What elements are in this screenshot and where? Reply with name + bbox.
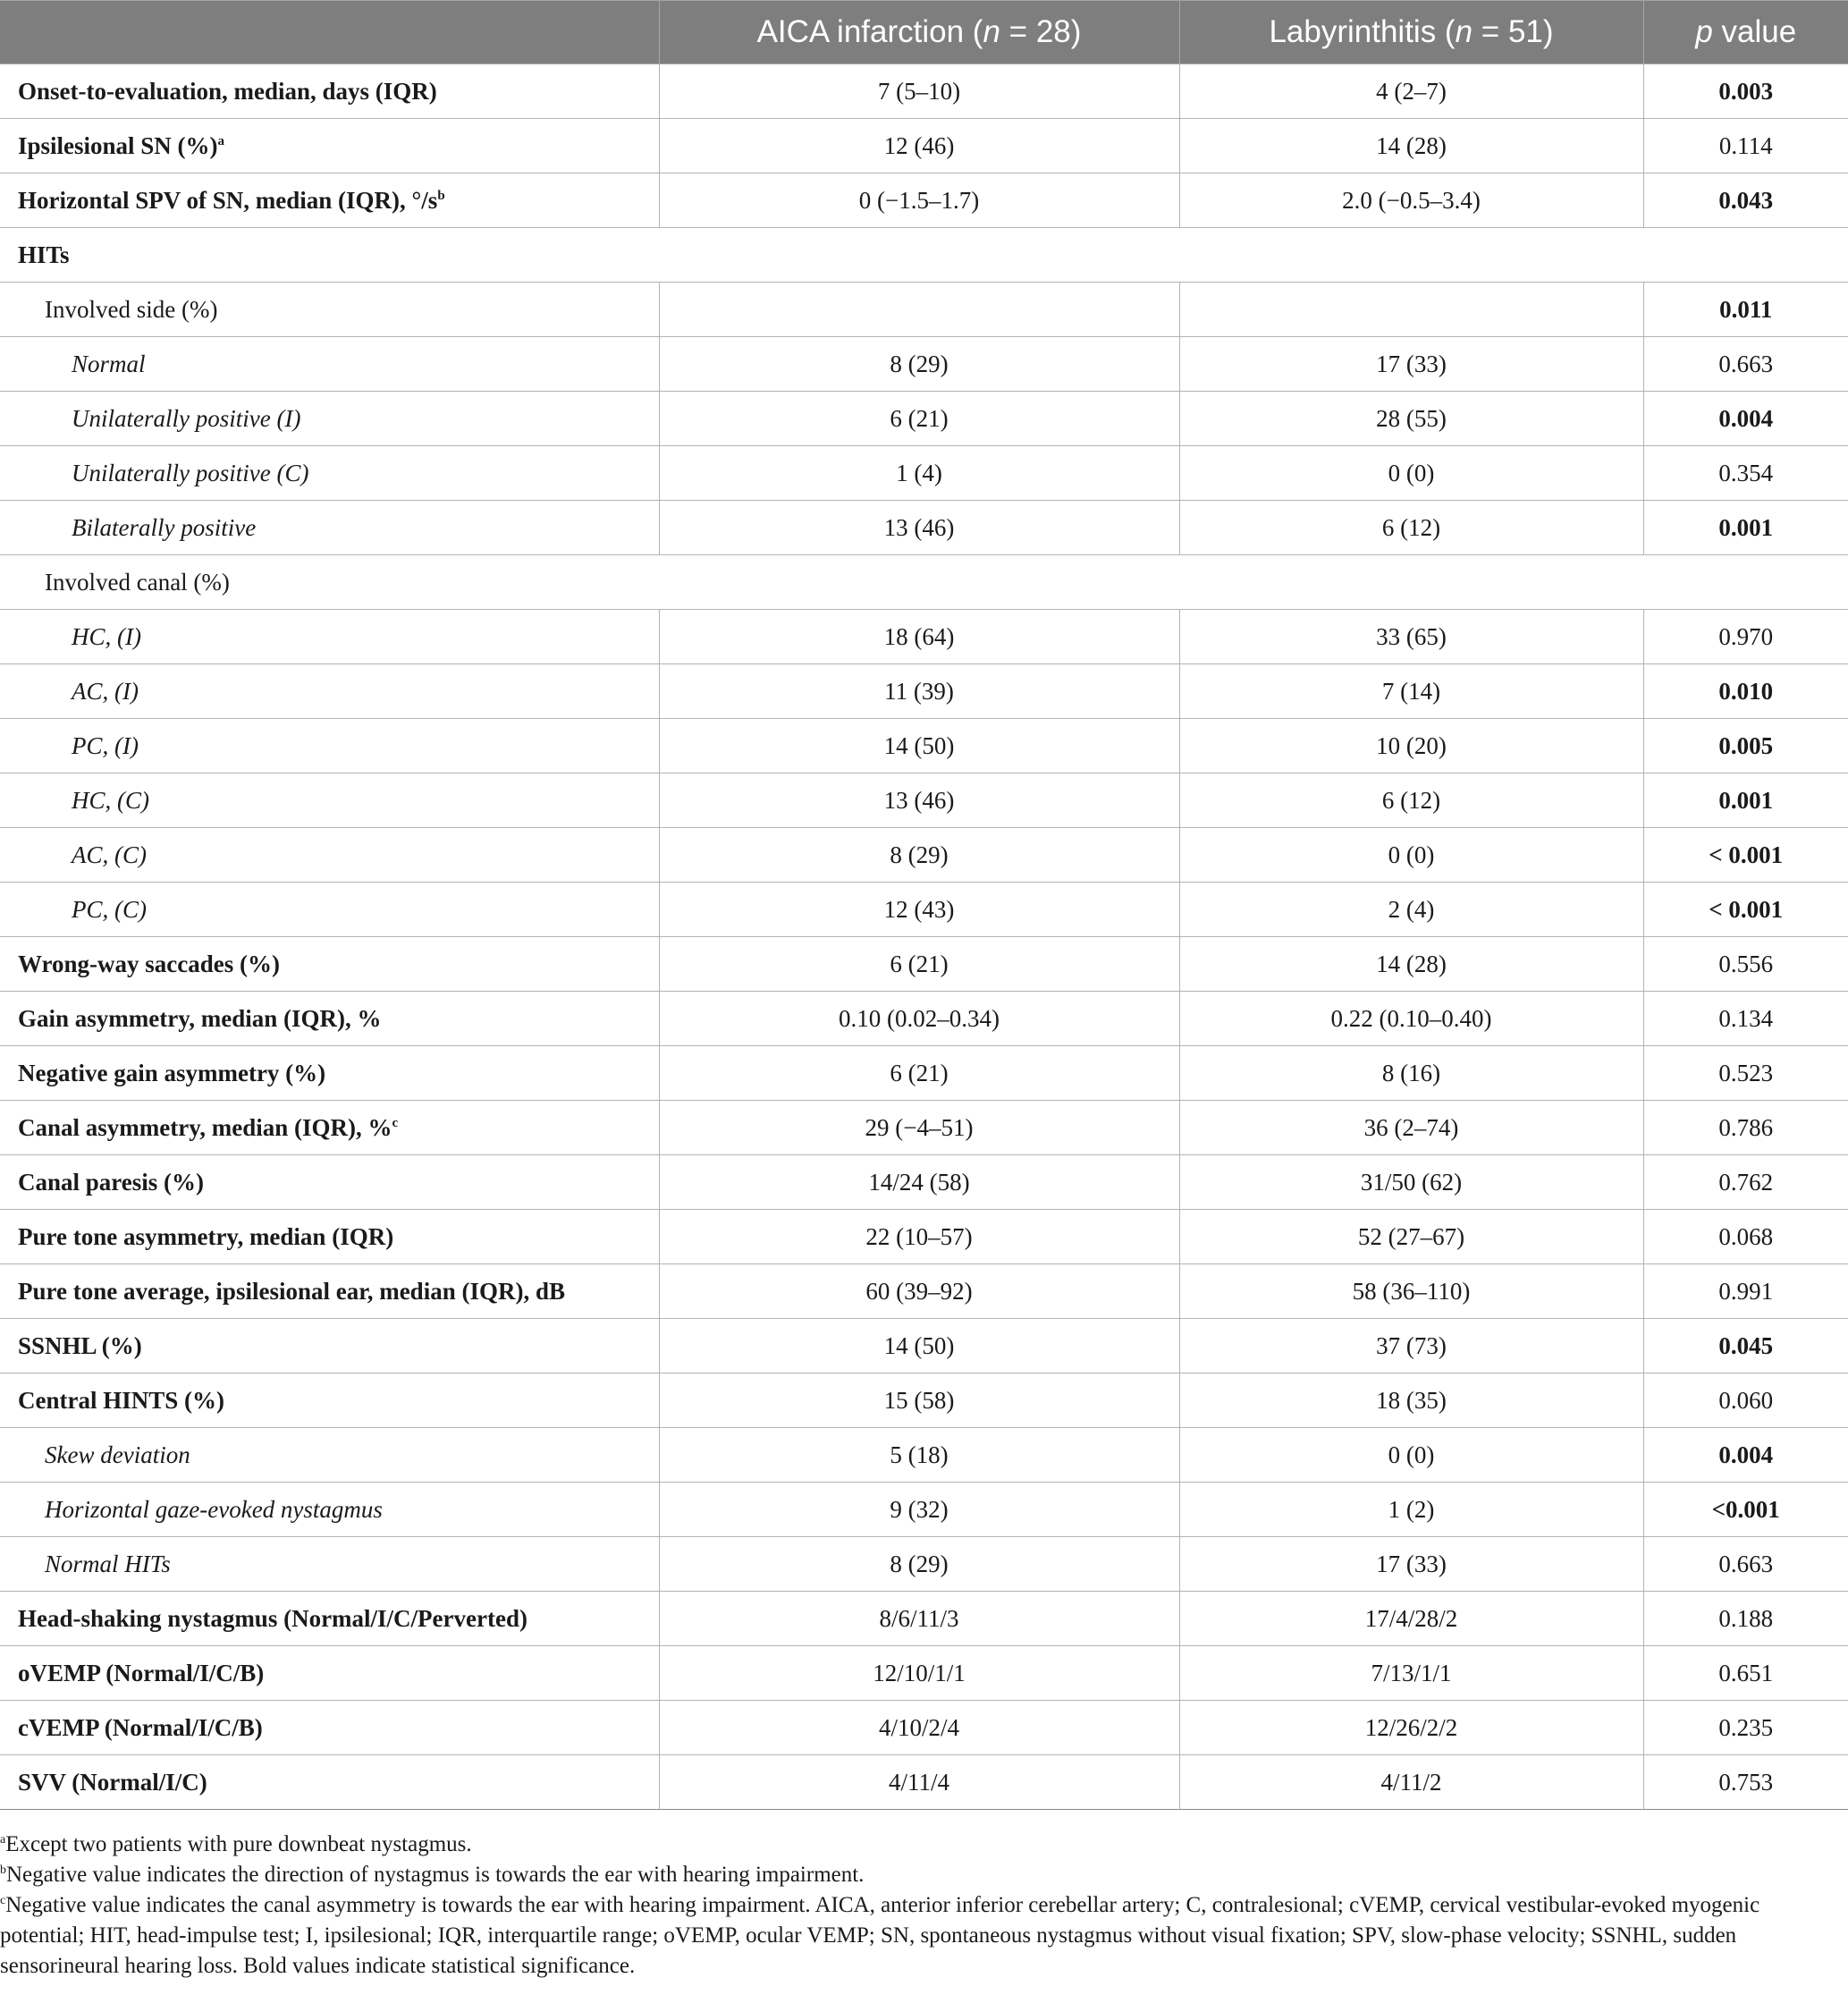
p-value: 0.001 — [1643, 773, 1848, 828]
p-value: 0.004 — [1643, 1428, 1848, 1483]
table-row — [0, 501, 1848, 555]
row-label — [0, 64, 659, 119]
row-span-cell — [659, 228, 1848, 283]
row-label — [0, 610, 659, 664]
aica-value: 14 (50) — [659, 719, 1179, 773]
footnote-a — [0, 1830, 1842, 1860]
aica-value: 6 (21) — [659, 937, 1179, 992]
labyrinthitis-value: 14 (28) — [1179, 119, 1643, 173]
table-row — [0, 1046, 1848, 1101]
p-value: 0.786 — [1643, 1101, 1848, 1155]
p-value: 0.523 — [1643, 1046, 1848, 1101]
row-label-text: Normal HITs — [45, 1550, 171, 1577]
p-value: 0.663 — [1643, 1537, 1848, 1592]
footnote-c — [0, 1890, 1842, 1982]
row-label-text: Skew deviation — [45, 1441, 190, 1468]
row-label-text: Onset-to-evaluation, median, days (IQR) — [18, 77, 437, 105]
p-value: 0.011 — [1643, 283, 1848, 337]
labyrinthitis-value: 8 (16) — [1179, 1046, 1643, 1101]
header-aica-n: n — [983, 14, 1000, 49]
row-label-text: Head-shaking nystagmus (Normal/I/C/Perverted) — [18, 1604, 527, 1632]
header-lab-pre: Labyrinthitis ( — [1269, 14, 1456, 49]
header-row — [0, 1, 1848, 64]
labyrinthitis-value: 2 (4) — [1179, 883, 1643, 937]
p-value: 0.970 — [1643, 610, 1848, 664]
p-value: 0.556 — [1643, 937, 1848, 992]
footnote-mark: c — [0, 1894, 6, 1907]
labyrinthitis-value: 17/4/28/2 — [1179, 1592, 1643, 1646]
p-value: 0.045 — [1643, 1319, 1848, 1373]
row-label — [0, 1701, 659, 1755]
header-aica — [659, 1, 1179, 64]
row-label — [0, 1592, 659, 1646]
aica-value: 8 (29) — [659, 1537, 1179, 1592]
aica-value: 0 (−1.5–1.7) — [659, 173, 1179, 228]
row-label — [0, 173, 659, 228]
table-row — [0, 119, 1848, 173]
aica-value: 12/10/1/1 — [659, 1646, 1179, 1701]
p-value: < 0.001 — [1643, 828, 1848, 883]
row-label — [0, 1373, 659, 1428]
footnote-b — [0, 1860, 1842, 1890]
labyrinthitis-value: 2.0 (−0.5–3.4) — [1179, 173, 1643, 228]
footnote-marker: b — [437, 188, 445, 203]
aica-value: 14 (50) — [659, 1319, 1179, 1373]
p-value: 0.354 — [1643, 446, 1848, 501]
aica-value: 11 (39) — [659, 664, 1179, 719]
row-label-text: Involved canal (%) — [45, 568, 230, 596]
row-label — [0, 1319, 659, 1373]
row-label — [0, 283, 659, 337]
table-row — [0, 1155, 1848, 1210]
labyrinthitis-value: 7 (14) — [1179, 664, 1643, 719]
row-label-text: Horizontal SPV of SN, median (IQR), °/s — [18, 186, 438, 214]
row-label-text: Wrong-way saccades (%) — [18, 950, 280, 977]
footnote-marker: c — [392, 1115, 399, 1130]
row-label — [0, 992, 659, 1046]
table-row — [0, 1701, 1848, 1755]
row-label-text: Pure tone average, ipsilesional ear, median (IQR), dB — [18, 1277, 565, 1305]
row-label — [0, 1537, 659, 1592]
row-span-cell — [659, 555, 1848, 610]
row-label-text: HC, (C) — [72, 786, 149, 814]
table-row — [0, 283, 1848, 337]
row-label-text: AC, (I) — [72, 677, 139, 705]
row-label-text: Unilaterally positive (I) — [72, 404, 301, 432]
row-label — [0, 664, 659, 719]
aica-value: 13 (46) — [659, 501, 1179, 555]
labyrinthitis-value: 52 (27–67) — [1179, 1210, 1643, 1264]
row-label-text: Gain asymmetry, median (IQR), % — [18, 1004, 382, 1032]
table-row — [0, 1755, 1848, 1810]
table-row — [0, 992, 1848, 1046]
row-label — [0, 501, 659, 555]
labyrinthitis-value — [1179, 283, 1643, 337]
row-label — [0, 937, 659, 992]
p-value: 0.010 — [1643, 664, 1848, 719]
aica-value: 1 (4) — [659, 446, 1179, 501]
footnote-text: Except two patients with pure downbeat nystagmus. — [5, 1832, 472, 1856]
table-row — [0, 1264, 1848, 1319]
header-p-post: value — [1712, 14, 1797, 49]
p-value: 0.001 — [1643, 501, 1848, 555]
table-body — [0, 64, 1848, 1810]
aica-value: 8/6/11/3 — [659, 1592, 1179, 1646]
aica-value: 4/11/4 — [659, 1755, 1179, 1810]
table-row — [0, 664, 1848, 719]
header-lab-post: = 51) — [1472, 14, 1554, 49]
p-value: 0.235 — [1643, 1701, 1848, 1755]
labyrinthitis-value: 10 (20) — [1179, 719, 1643, 773]
labyrinthitis-value: 7/13/1/1 — [1179, 1646, 1643, 1701]
aica-value: 12 (43) — [659, 883, 1179, 937]
table-row — [0, 773, 1848, 828]
aica-value: 8 (29) — [659, 337, 1179, 392]
labyrinthitis-value: 0 (0) — [1179, 828, 1643, 883]
table-row — [0, 228, 1848, 283]
labyrinthitis-value: 36 (2–74) — [1179, 1101, 1643, 1155]
labyrinthitis-value: 6 (12) — [1179, 501, 1643, 555]
row-label-text: Canal paresis (%) — [18, 1168, 205, 1196]
p-value: 0.114 — [1643, 119, 1848, 173]
row-label — [0, 828, 659, 883]
row-label-text: SVV (Normal/I/C) — [18, 1768, 207, 1796]
labyrinthitis-value: 4 (2–7) — [1179, 64, 1643, 119]
labyrinthitis-value: 6 (12) — [1179, 773, 1643, 828]
row-label — [0, 1210, 659, 1264]
labyrinthitis-value: 17 (33) — [1179, 1537, 1643, 1592]
table-row — [0, 937, 1848, 992]
header-p: p — [1695, 14, 1713, 49]
p-value: 0.753 — [1643, 1755, 1848, 1810]
table-row — [0, 555, 1848, 610]
row-label-text: Central HINTS (%) — [18, 1386, 224, 1414]
p-value: 0.003 — [1643, 64, 1848, 119]
aica-value: 60 (39–92) — [659, 1264, 1179, 1319]
table-row — [0, 828, 1848, 883]
aica-value: 6 (21) — [659, 392, 1179, 446]
row-label — [0, 1155, 659, 1210]
p-value: 0.188 — [1643, 1592, 1848, 1646]
row-label — [0, 1755, 659, 1810]
table-row — [0, 1483, 1848, 1537]
aica-value: 8 (29) — [659, 828, 1179, 883]
row-label-text: Unilaterally positive (C) — [72, 459, 309, 486]
footnote-marker: a — [217, 133, 225, 148]
p-value: 0.043 — [1643, 173, 1848, 228]
table-row — [0, 173, 1848, 228]
row-label-text: cVEMP (Normal/I/C/B) — [18, 1713, 263, 1741]
header-aica-post: = 28) — [1000, 14, 1082, 49]
aica-value: 6 (21) — [659, 1046, 1179, 1101]
table-row — [0, 392, 1848, 446]
p-value: 0.068 — [1643, 1210, 1848, 1264]
header-p-value — [1643, 1, 1848, 64]
aica-value: 18 (64) — [659, 610, 1179, 664]
aica-value: 14/24 (58) — [659, 1155, 1179, 1210]
labyrinthitis-value: 0 (0) — [1179, 1428, 1643, 1483]
aica-value: 13 (46) — [659, 773, 1179, 828]
labyrinthitis-value: 58 (36–110) — [1179, 1264, 1643, 1319]
aica-value: 15 (58) — [659, 1373, 1179, 1428]
row-label-text: Pure tone asymmetry, median (IQR) — [18, 1222, 394, 1250]
labyrinthitis-value: 28 (55) — [1179, 392, 1643, 446]
row-label-text: Ipsilesional SN (%) — [18, 131, 218, 159]
footnote-text: Negative value indicates the canal asymmetry is towards the ear with hearing impairment. AICA, anterior inferior cerebellar artery; C, contralesional; cVEMP, cervical vestibular-evoked myogenic potential; HIT, head-impulse test; I, ipsilesional; IQR, interquartile range; oVEMP, ocular VEMP; SN, spontaneous nystagmus without visual fixation; SPV, slow-phase velocity; SSNHL, sudden sensorineural hearing loss. Bold values indicate statistical significance. — [0, 1893, 1760, 1978]
footnotes — [0, 1830, 1842, 1982]
row-label-text: Negative gain asymmetry (%) — [18, 1059, 326, 1086]
header-lab-n: n — [1455, 14, 1473, 49]
footnote-text: Negative value indicates the direction of nystagmus is towards the ear with hearing impairment. — [6, 1863, 865, 1887]
labyrinthitis-value: 37 (73) — [1179, 1319, 1643, 1373]
row-label — [0, 883, 659, 937]
row-label — [0, 337, 659, 392]
table-row — [0, 1101, 1848, 1155]
aica-value: 9 (32) — [659, 1483, 1179, 1537]
labyrinthitis-value: 0 (0) — [1179, 446, 1643, 501]
aica-value: 0.10 (0.02–0.34) — [659, 992, 1179, 1046]
row-label-text: Normal — [72, 350, 146, 377]
aica-value: 4/10/2/4 — [659, 1701, 1179, 1755]
table-row — [0, 1646, 1848, 1701]
aica-value — [659, 283, 1179, 337]
table-row — [0, 1428, 1848, 1483]
table-row — [0, 883, 1848, 937]
header-empty — [0, 1, 659, 64]
p-value: < 0.001 — [1643, 883, 1848, 937]
aica-value: 22 (10–57) — [659, 1210, 1179, 1264]
aica-value: 7 (5–10) — [659, 64, 1179, 119]
table-row — [0, 1537, 1848, 1592]
p-value: 0.004 — [1643, 392, 1848, 446]
row-label — [0, 446, 659, 501]
table-row — [0, 1319, 1848, 1373]
row-label — [0, 773, 659, 828]
labyrinthitis-value: 18 (35) — [1179, 1373, 1643, 1428]
aica-value: 12 (46) — [659, 119, 1179, 173]
aica-value: 5 (18) — [659, 1428, 1179, 1483]
p-value: 0.991 — [1643, 1264, 1848, 1319]
table-row — [0, 719, 1848, 773]
p-value: 0.005 — [1643, 719, 1848, 773]
row-label — [0, 119, 659, 173]
row-label — [0, 555, 659, 610]
aica-value: 29 (−4–51) — [659, 1101, 1179, 1155]
table-row — [0, 1373, 1848, 1428]
labyrinthitis-value: 0.22 (0.10–0.40) — [1179, 992, 1643, 1046]
p-value: 0.134 — [1643, 992, 1848, 1046]
row-label-text: Involved side (%) — [45, 295, 218, 323]
header-aica-pre: AICA infarction ( — [756, 14, 983, 49]
footnote-mark: a — [0, 1833, 6, 1847]
row-label-text: Canal asymmetry, median (IQR), % — [18, 1113, 392, 1141]
labyrinthitis-value: 1 (2) — [1179, 1483, 1643, 1537]
labyrinthitis-value: 17 (33) — [1179, 337, 1643, 392]
row-label-text: HITs — [18, 241, 70, 268]
labyrinthitis-value: 31/50 (62) — [1179, 1155, 1643, 1210]
row-label — [0, 1483, 659, 1537]
p-value: <0.001 — [1643, 1483, 1848, 1537]
labyrinthitis-value: 4/11/2 — [1179, 1755, 1643, 1810]
p-value: 0.060 — [1643, 1373, 1848, 1428]
labyrinthitis-value: 12/26/2/2 — [1179, 1701, 1643, 1755]
row-label — [0, 719, 659, 773]
row-label-text: AC, (C) — [72, 841, 147, 868]
table-row — [0, 446, 1848, 501]
row-label — [0, 1101, 659, 1155]
row-label — [0, 1046, 659, 1101]
table-row — [0, 64, 1848, 119]
p-value: 0.762 — [1643, 1155, 1848, 1210]
table-row — [0, 1210, 1848, 1264]
table-row — [0, 337, 1848, 392]
table-row — [0, 610, 1848, 664]
table-row — [0, 1592, 1848, 1646]
row-label — [0, 1264, 659, 1319]
row-label — [0, 392, 659, 446]
labyrinthitis-value: 14 (28) — [1179, 937, 1643, 992]
p-value: 0.663 — [1643, 337, 1848, 392]
labyrinthitis-value: 33 (65) — [1179, 610, 1643, 664]
row-label-text: PC, (C) — [72, 895, 147, 923]
footnote-mark: b — [0, 1864, 6, 1877]
row-label-text: SSNHL (%) — [18, 1331, 142, 1359]
row-label — [0, 1646, 659, 1701]
row-label-text: Horizontal gaze-evoked nystagmus — [45, 1495, 383, 1523]
header-labyrinthitis — [1179, 1, 1643, 64]
p-value: 0.651 — [1643, 1646, 1848, 1701]
row-label-text: Bilaterally positive — [72, 513, 257, 541]
row-label — [0, 1428, 659, 1483]
row-label-text: oVEMP (Normal/I/C/B) — [18, 1659, 265, 1686]
table-header — [0, 1, 1848, 64]
row-label-text: PC, (I) — [72, 731, 139, 759]
row-label — [0, 228, 659, 283]
row-label-text: HC, (I) — [72, 622, 141, 650]
